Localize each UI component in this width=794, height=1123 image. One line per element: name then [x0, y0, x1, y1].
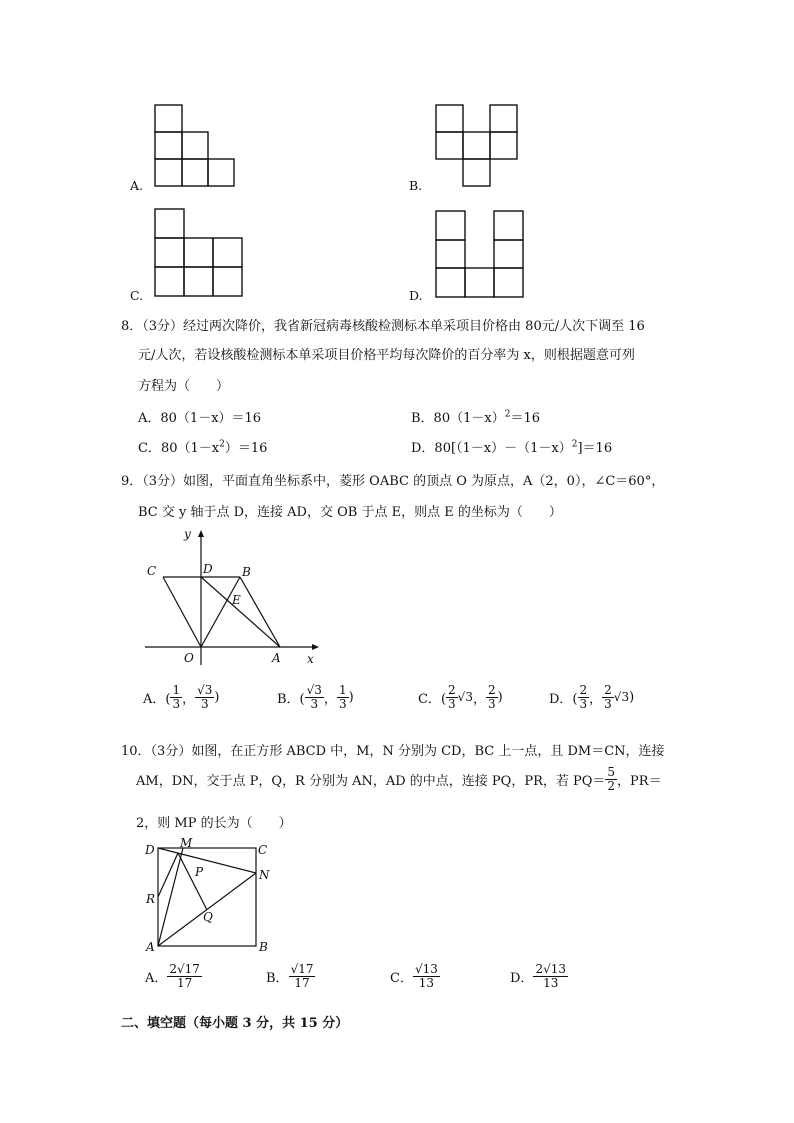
q8-option-c: C．$80(1-x^2)=16$	[138, 439, 268, 456]
section-2-heading: 二、填空题（每小题 3 分，共 15 分）	[121, 1016, 349, 1031]
q10-option-b: B． $\frac{√17}{17}$	[266, 962, 314, 990]
q9-option-d: D．( $\frac{2}{3}$ ， $\frac{2}{3}$ √3 )	[549, 683, 635, 711]
q10-line-3: 2，则 MP 的长为（ ）	[136, 816, 292, 831]
q9-label-y: y	[184, 527, 191, 541]
option-a-label: A.	[130, 178, 144, 193]
q10-label-b: B	[259, 940, 268, 954]
q8-option-a: A．80（1－x）＝16	[138, 411, 262, 426]
q9-option-b: B．( $\frac{√3}{3}$ ， $\frac{1}{3}$ )	[277, 683, 354, 711]
q10-option-d: D． $\frac{2√13}{13}$	[510, 962, 566, 990]
q10-line-1: 10．（3分）如图，在正方形 ABCD 中，M，N 分别为 CD，BC 上一点，且 DM＝CN，连接	[121, 744, 665, 759]
q10-option-c: C． $\frac{√13}{13}$	[390, 962, 438, 990]
q9-label-e: E	[232, 593, 241, 607]
q9-option-c: C．( $\frac{2}{3}$ √3 ， $\frac{2}{3}$ )	[418, 683, 503, 711]
q10-label-r: R	[146, 892, 156, 906]
q9-label-x: x	[307, 652, 314, 666]
q10-square-figure	[0, 0, 1, 1]
q10-label-c: C	[258, 843, 268, 857]
q10-option-a: A． $\frac{2√17}{17}$	[145, 962, 200, 990]
q9-label-a: A	[272, 651, 281, 665]
option-c-label: C.	[130, 288, 144, 303]
q10-label-a: A	[146, 940, 155, 954]
q10-line-2: AM，DN，交于点 P，Q，R 分别为 AN，AD 的中点，连接 PQ，PR，若 PQ＝ $\frac{5}{2}$ ，PR＝	[136, 765, 662, 793]
q9-label-o: O	[184, 651, 194, 665]
q8-line-2: 元/人次，若设核酸检测标本单采项目价格平均每次降价的百分率为 x，则根据题意可列	[138, 348, 635, 363]
q8-option-d: D．$80[(1-x)-(1-x)^2]=16$	[411, 439, 613, 456]
q9-label-d: D	[203, 562, 213, 576]
q8-line-1: 8．（3分）经过两次降价，我省新冠病毒核酸检测标本单采项目价格由 80元/人次下调至 16	[121, 319, 645, 334]
option-d-label: D.	[409, 288, 423, 303]
q10-label-n: N	[259, 868, 270, 882]
q9-line-1: 9．（3分）如图，平面直角坐标系中，菱形 OABC 的顶点 O 为原点，A（2，0），∠C＝60°，	[121, 474, 665, 489]
q10-label-q: Q	[203, 910, 213, 924]
q8-line-3: 方程为（ ）	[138, 379, 230, 394]
q10-label-d: D	[145, 843, 155, 857]
q10-label-m: M	[180, 836, 193, 850]
q9-label-b: B	[242, 565, 251, 579]
q9-line-2: BC 交 y 轴于点 D，连接 AD，交 OB 于点 E，则点 E 的坐标为（ ）	[138, 505, 562, 520]
q9-option-a: A．( $\frac{1}{3}$ ， $\frac{√3}{3}$ )	[143, 683, 220, 711]
q9-label-c: C	[147, 564, 157, 578]
q10-label-p: P	[195, 865, 204, 879]
q8-option-b: B．$80(1-x)^2=16$	[411, 409, 540, 426]
option-b-label: B.	[409, 178, 423, 193]
